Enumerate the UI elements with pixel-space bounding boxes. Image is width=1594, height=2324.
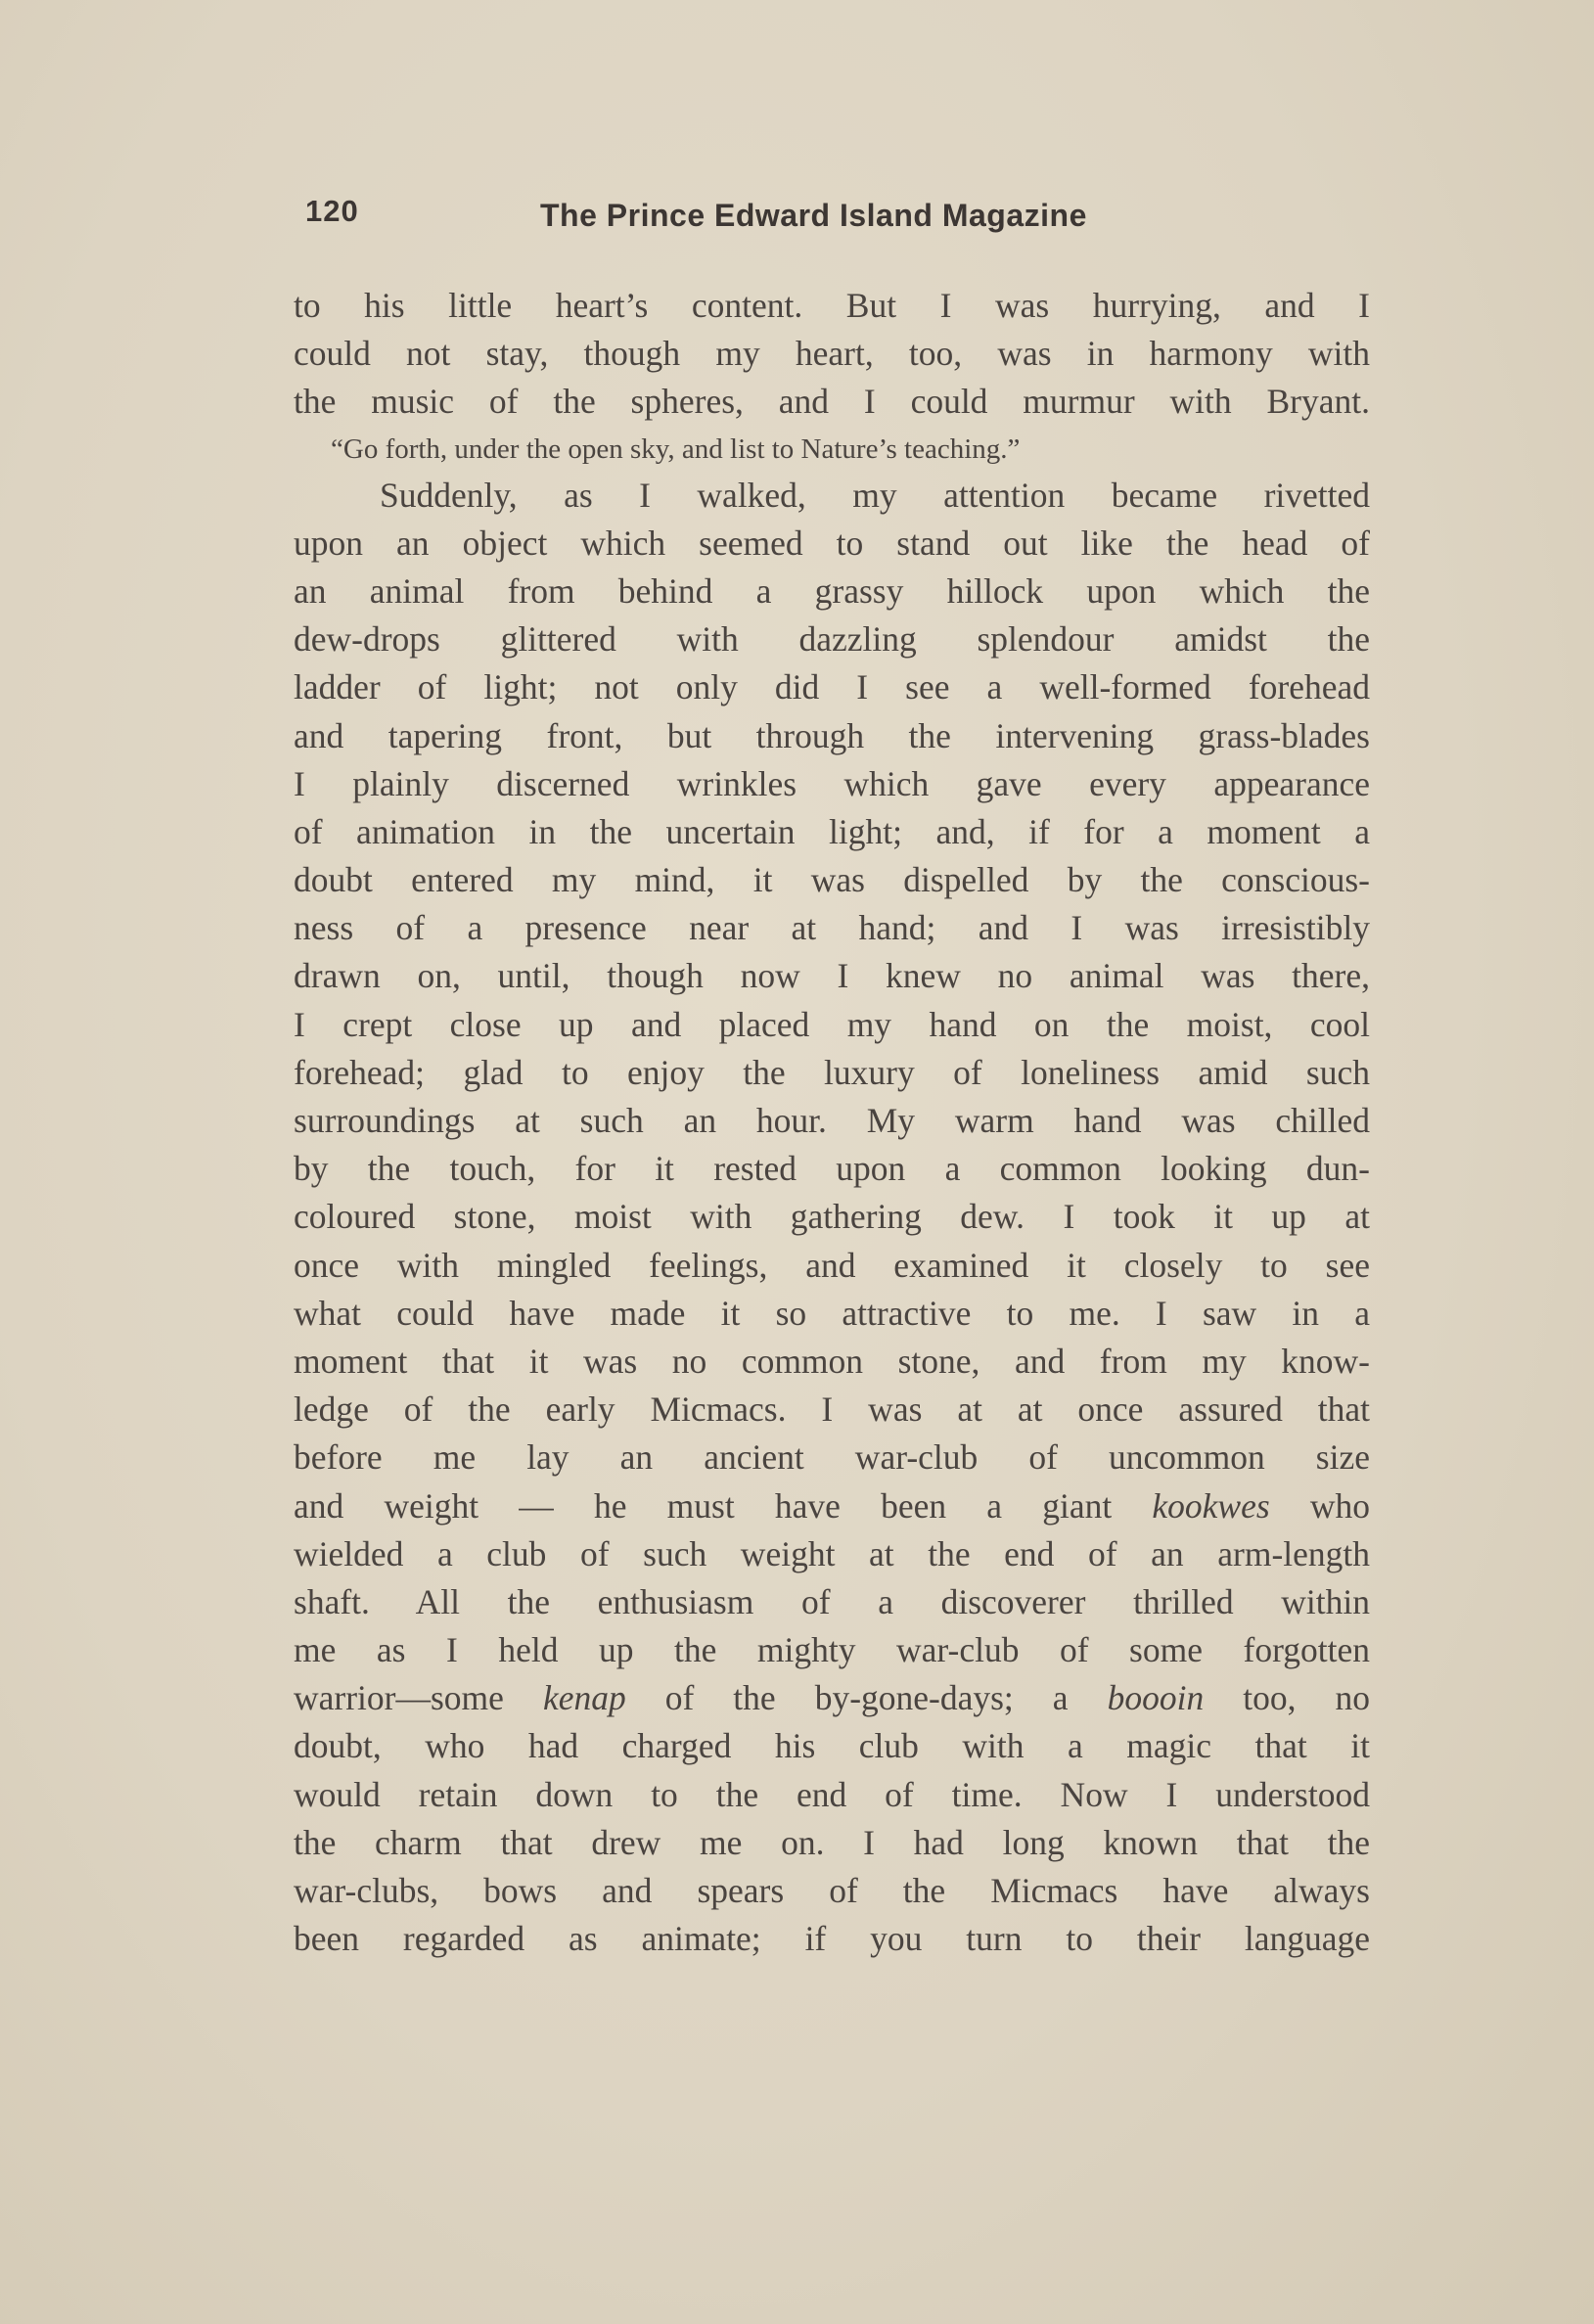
italic-word: boooin xyxy=(1107,1678,1205,1718)
text-line: doubt entered my mind, it was dispelled by the conscious- xyxy=(294,860,1370,900)
text-run: warrior—some xyxy=(294,1678,543,1718)
text-line: would retain down to the end of time. Now I understood xyxy=(294,1774,1370,1814)
text-line: I crept close up and placed my hand on the moist, cool xyxy=(294,1004,1370,1044)
text-line: once with mingled feelings, and examined it closely to see xyxy=(294,1245,1370,1285)
text-line: dew-drops glittered with dazzling splendour amidst the xyxy=(294,619,1370,660)
text-line xyxy=(294,1482,1370,1530)
text-run: and weight — he must have been a giant xyxy=(294,1485,1153,1526)
text-line: an animal from behind a grassy hillock upon which the xyxy=(294,570,1370,611)
text-line: ladder of light; not only did I see a well-formed forehead xyxy=(294,667,1370,707)
running-title: The Prince Edward Island Magazine xyxy=(540,198,1087,233)
text-run: who xyxy=(1269,1485,1370,1526)
italic-word: kookwes xyxy=(1152,1485,1270,1526)
text-line: before me lay an ancient war-club of uncommon size xyxy=(294,1437,1370,1478)
body-text xyxy=(294,282,1370,1963)
text-line: moment that it was no common stone, and from my know- xyxy=(294,1341,1370,1381)
text-line: war-clubs, bows and spears of the Micmacs have always xyxy=(294,1871,1370,1910)
text-line: me as I held up the mighty war-club of some forgotten xyxy=(294,1630,1370,1670)
text-line: shaft. All the enthusiasm of a discoverer thrilled within xyxy=(294,1581,1370,1621)
text-line: the charm that drew me on. I had long known that the xyxy=(294,1822,1370,1862)
text-line: doubt, who had charged his club with a magic that it xyxy=(294,1726,1370,1766)
text-line: drawn on, until, though now I knew no animal was there, xyxy=(294,956,1370,996)
text-line: of animation in the uncertain light; and, if for a moment a xyxy=(294,811,1370,851)
text-line: wielded a club of such weight at the end of an arm-length xyxy=(294,1533,1370,1573)
text-line: could not stay, though my heart, too, was in harmony with xyxy=(294,334,1370,374)
italic-word: kenap xyxy=(542,1678,626,1718)
page-number: 120 xyxy=(305,194,359,228)
text-line: surroundings at such an hour. My warm hand was chilled xyxy=(294,1101,1370,1140)
block-quote: “Go forth, under the open sky, and list to Nature’s teaching.” xyxy=(331,433,1021,465)
text-line: to his little heart’s content. But I was hurrying, and I xyxy=(294,286,1370,325)
text-line: been regarded as animate; if you turn to their language xyxy=(294,1919,1370,1959)
text-line: upon an object which seemed to stand out like the head of xyxy=(294,523,1370,563)
text-line: I plainly discerned wrinkles which gave every appearance xyxy=(294,763,1370,803)
text-line: what could have made it so attractive to me. I saw in a xyxy=(294,1293,1370,1333)
text-line xyxy=(294,1674,1370,1722)
text-run: too, no xyxy=(1204,1678,1370,1718)
page-header xyxy=(305,194,1372,243)
text-run: of the by-gone-days; a xyxy=(625,1678,1108,1718)
text-line: forehead; glad to enjoy the luxury of loneliness amid such xyxy=(294,1052,1370,1092)
text-line: ledge of the early Micmacs. I was at at once assured that xyxy=(294,1390,1370,1430)
text-line: and tapering front, but through the intervening grass-blades xyxy=(294,715,1370,755)
text-line: coloured stone, moist with gathering dew. I took it up at xyxy=(294,1197,1370,1237)
text-line: ness of a presence near at hand; and I was irresistibly xyxy=(294,908,1370,948)
text-line: by the touch, for it rested upon a common looking dun- xyxy=(294,1149,1370,1189)
text-line: the music of the spheres, and I could murmur with Bryant. xyxy=(294,382,1370,422)
paragraph-first-line: Suddenly, as I walked, my attention became rivetted xyxy=(380,475,1370,515)
